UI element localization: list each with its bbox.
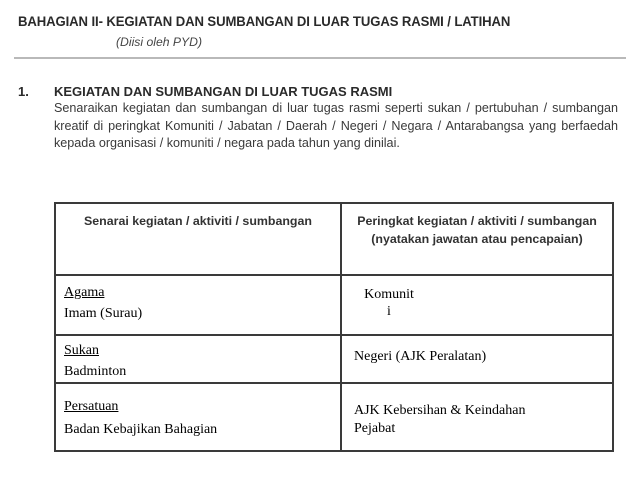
section-title: KEGIATAN DAN SUMBANGAN DI LUAR TUGAS RASMI (54, 84, 393, 99)
column-header-activities: Senarai kegiatan / aktiviti / sumbangan (55, 203, 341, 275)
activity-name: Imam (Surau) (64, 306, 143, 321)
activity-cell (55, 275, 341, 335)
column-header-level-text: Peringkat kegiatan / aktiviti / sumbangan (nyatakan jawatan atau pencapaian) (357, 214, 597, 246)
section-description: Senaraikan kegiatan dan sumbangan di luar tugas rasmi seperti sukan / pertubuhan / sumbangan kreatif di peringkat Komuniti / Jabatan / Daerah / Negeri / Negara / Antarabangsa yang berfaedah kepada organisasi / komuniti / negara pada tahun yang dinilai. (54, 101, 618, 150)
activity-category: Persatuan (64, 399, 119, 414)
table-row (55, 335, 613, 383)
section-number: 1. (18, 84, 29, 99)
part-title: BAHAGIAN II- KEGIATAN DAN SUMBANGAN DI LUAR TUGAS RASMI / LATIHAN (18, 14, 511, 29)
column-header-level (341, 203, 613, 275)
activities-table (54, 202, 614, 452)
level-cell (341, 335, 613, 383)
activity-category: Sukan (64, 343, 99, 358)
activity-name: Badan Kebajikan Bahagian (64, 422, 218, 437)
table-header-row (55, 203, 613, 275)
level-cell (341, 383, 613, 451)
table-row (55, 383, 613, 451)
level-text: Komunit (364, 287, 414, 302)
activity-name: Badminton (64, 364, 127, 379)
part-note: (Diisi oleh PYD) (116, 35, 203, 49)
activity-category: Agama (64, 285, 105, 300)
level-text-cont: Pejabat (354, 421, 396, 436)
level-text-cont: i (387, 304, 391, 319)
divider (14, 57, 626, 59)
activity-cell (55, 383, 341, 451)
level-text: AJK Kebersihan & Keindahan (354, 403, 526, 418)
table-row (55, 275, 613, 335)
level-cell (341, 275, 613, 335)
level-text: Negeri (AJK Peralatan) (354, 349, 487, 364)
activity-cell (55, 335, 341, 383)
